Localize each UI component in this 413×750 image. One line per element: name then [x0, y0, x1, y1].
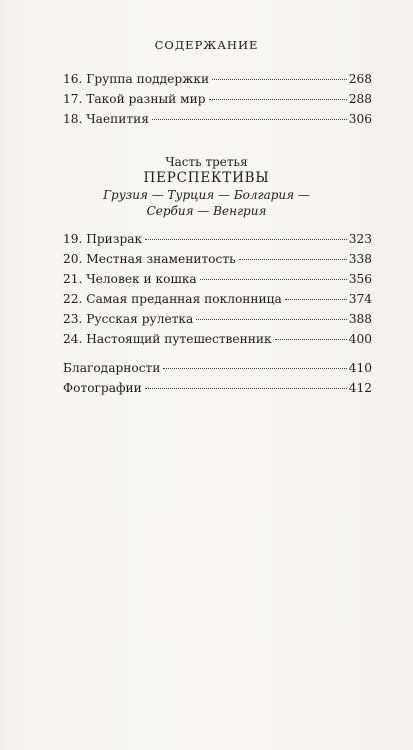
toc-entry-title: Благодарности — [63, 361, 161, 375]
dot-leader — [152, 119, 347, 120]
toc-entry-title: 21. Человек и кошка — [63, 272, 197, 286]
dot-leader — [239, 259, 347, 260]
toc-entry — [63, 381, 372, 401]
toc-entry-page: 400 — [348, 332, 372, 346]
toc-entry-title: 20. Местная знаменитость — [63, 252, 236, 266]
toc-entry — [63, 292, 372, 312]
toc-entry — [63, 232, 372, 252]
toc-entry-page: 338 — [348, 252, 372, 266]
toc-entry — [63, 332, 372, 352]
toc-entry-title: Фотографии — [63, 381, 142, 395]
toc-entry-page: 356 — [348, 272, 372, 286]
dot-leader — [200, 279, 347, 280]
dot-leader — [212, 79, 347, 80]
running-head: СОДЕРЖАНИЕ — [154, 38, 259, 52]
dot-leader — [209, 99, 347, 100]
toc-entry-page: 288 — [348, 92, 372, 106]
toc-entry — [63, 252, 372, 272]
dot-leader — [275, 339, 347, 340]
part-title: ПЕРСПЕКТИВЫ — [143, 170, 270, 186]
toc-entry-title: 16. Группа поддержки — [63, 72, 210, 86]
toc-entry-title: 22. Самая преданная поклонница — [63, 292, 282, 306]
toc-entry-title: 24. Настоящий путешественник — [63, 332, 272, 346]
toc-entry — [63, 112, 372, 132]
dot-leader — [196, 319, 346, 320]
toc-entry-title: 18. Чаепития — [63, 112, 149, 126]
toc-entry-page: 268 — [348, 72, 372, 86]
toc-group-part-two-end — [63, 72, 372, 132]
toc-entry — [63, 312, 372, 332]
toc-entry-title: 19. Призрак — [63, 232, 143, 246]
dot-leader — [163, 368, 346, 369]
toc-entry — [63, 92, 372, 112]
toc-entry-title: 17. Такой разный мир — [63, 92, 206, 106]
toc-entry-page: 388 — [348, 312, 372, 326]
toc-group-part-three — [63, 232, 372, 352]
part-countries-line-2: Сербия — Венгрия — [146, 204, 267, 218]
toc-entry-page: 412 — [348, 381, 372, 395]
toc-entry-page: 323 — [348, 232, 372, 246]
part-countries-line-1: Грузия — Турция — Болгария — — [103, 188, 310, 202]
toc-entry-page: 374 — [348, 292, 372, 306]
part-label: Часть третья — [165, 155, 248, 169]
part-heading — [0, 155, 413, 219]
toc-entry-page: 306 — [348, 112, 372, 126]
toc-entry — [63, 272, 372, 292]
toc-group-back-matter — [63, 361, 372, 401]
toc-entry-page: 410 — [348, 361, 372, 375]
toc-entry — [63, 361, 372, 381]
toc-entry — [63, 72, 372, 92]
dot-leader — [145, 388, 347, 389]
toc-entry-title: 23. Русская рулетка — [63, 312, 194, 326]
dot-leader — [285, 299, 347, 300]
dot-leader — [145, 239, 347, 240]
